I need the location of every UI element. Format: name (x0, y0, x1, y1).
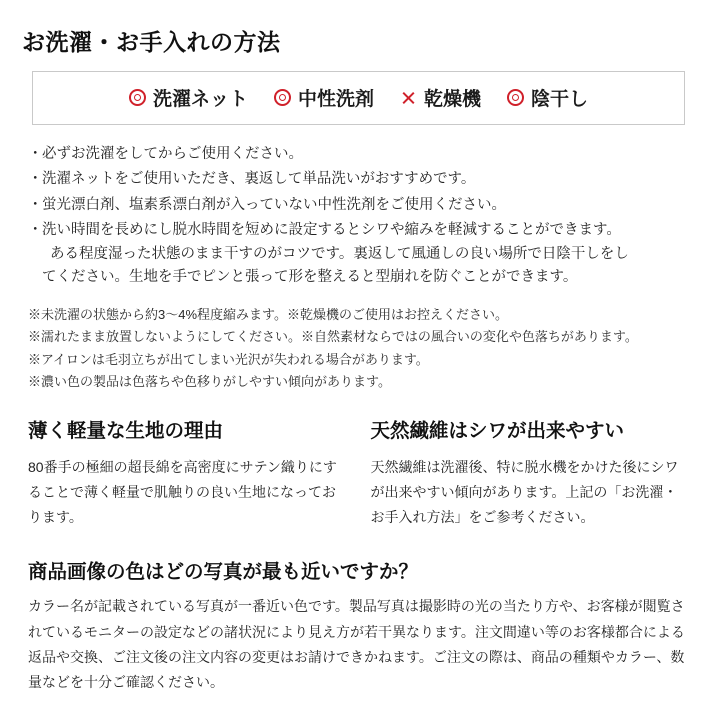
column-body: 80番手の極細の超長綿を高密度にサテン織りにすることで薄く軽量で肌触りの良い生地になっております。 (28, 459, 337, 526)
bullet-text: 洗濯ネットをご使用いただき、裏返して単品洗いがおすすめです。 (42, 171, 476, 188)
bullet-text: 蛍光漂白剤、塩素系漂白剤が入っていない中性洗剤をご使用ください。 (42, 196, 506, 213)
note-line: ※未洗濯の状態から約3〜4%程度縮みます。※乾燥機のご使用はお控えください。 (28, 306, 508, 322)
care-notes (28, 304, 689, 393)
double-circle-icon (274, 89, 291, 106)
section-body: カラー名が記載されている写真が一番近い色です。製品写真は撮影時の光の当たり方や、お客様が閲覧されているモニターの設定などの諸状況により見え方が若干異なります。注文間違い等のお客様都合による返品や交換、ご注文後の注文内容の変更はお請けできかねます。ご注文の際は、商品の種類やカラー、数量などを十分ご確認ください。 (28, 598, 685, 691)
note-line: ※アイロンは毛羽立ちが出てしまい光沢が失われる場合があります。 (28, 351, 429, 367)
care-symbol-label: 陰干し (531, 89, 589, 110)
page-title: お洗濯・お手入れの方法 (22, 30, 281, 55)
column-title: 薄く軽量な生地の理由 (28, 421, 224, 443)
note-line: ※濡れたまま放置しないようにしてください。※自然素材ならではの風合いの変化や色落ちがあります。 (28, 329, 638, 345)
care-symbol-no-dryer (400, 84, 481, 111)
list-item (28, 194, 689, 217)
care-symbols-row (129, 84, 588, 111)
column-title: 天然繊維はシワが出来やすい (370, 421, 625, 443)
cross-icon (400, 89, 417, 106)
bullet-text-line: 洗い時間を長めにし脱水時間を短めに設定するとシワや縮みを軽減することができます。 (42, 222, 621, 239)
column-natural-fiber-wrinkle (371, 415, 688, 530)
care-symbol-label: 乾燥機 (424, 89, 482, 110)
bullet-mark: ・ (28, 171, 43, 188)
bullet-text-block (42, 219, 689, 289)
note-line: ※濃い色の製品は色落ちや色移りがしやすい傾向があります。 (28, 373, 391, 389)
list-item (28, 143, 689, 166)
bullet-mark: ・ (28, 196, 43, 213)
two-column-section (28, 415, 687, 530)
care-bullet-list (28, 143, 689, 290)
bullet-text: 必ずお洗濯をしてからご使用ください。 (42, 146, 303, 162)
bullet-text-line: てください。生地を手でピンと張って形を整えると型崩れを防ぐことができます。 (42, 269, 578, 286)
column-body: 天然繊維は洗濯後、特に脱水機をかけた後にシワが出来やすい傾向があります。上記の「お洗濯・お手入れ方法」をご参考ください。 (370, 459, 679, 526)
care-symbol-shade-dry (507, 84, 588, 111)
list-item (28, 168, 689, 191)
care-symbol-laundry-net (129, 84, 248, 111)
care-symbols-box (32, 71, 685, 125)
care-symbol-label: 洗濯ネット (152, 89, 248, 110)
bullet-text-line: ある程度湿った状態のまま干すのがコツです。裏返して風通しの良い場所で日陰干しをし (50, 245, 629, 262)
bullet-mark: ・ (28, 146, 43, 162)
section-title: 商品画像の色はどの写真が最も近いですか？ (28, 562, 419, 584)
bullet-mark: ・ (28, 222, 43, 239)
double-circle-icon (507, 89, 524, 106)
care-symbol-label: 中性洗剤 (297, 89, 374, 110)
double-circle-icon (129, 89, 146, 106)
list-item (28, 219, 689, 289)
color-accuracy-section (28, 556, 687, 696)
care-symbol-neutral-detergent (274, 84, 374, 111)
column-fabric-reason (28, 415, 345, 530)
